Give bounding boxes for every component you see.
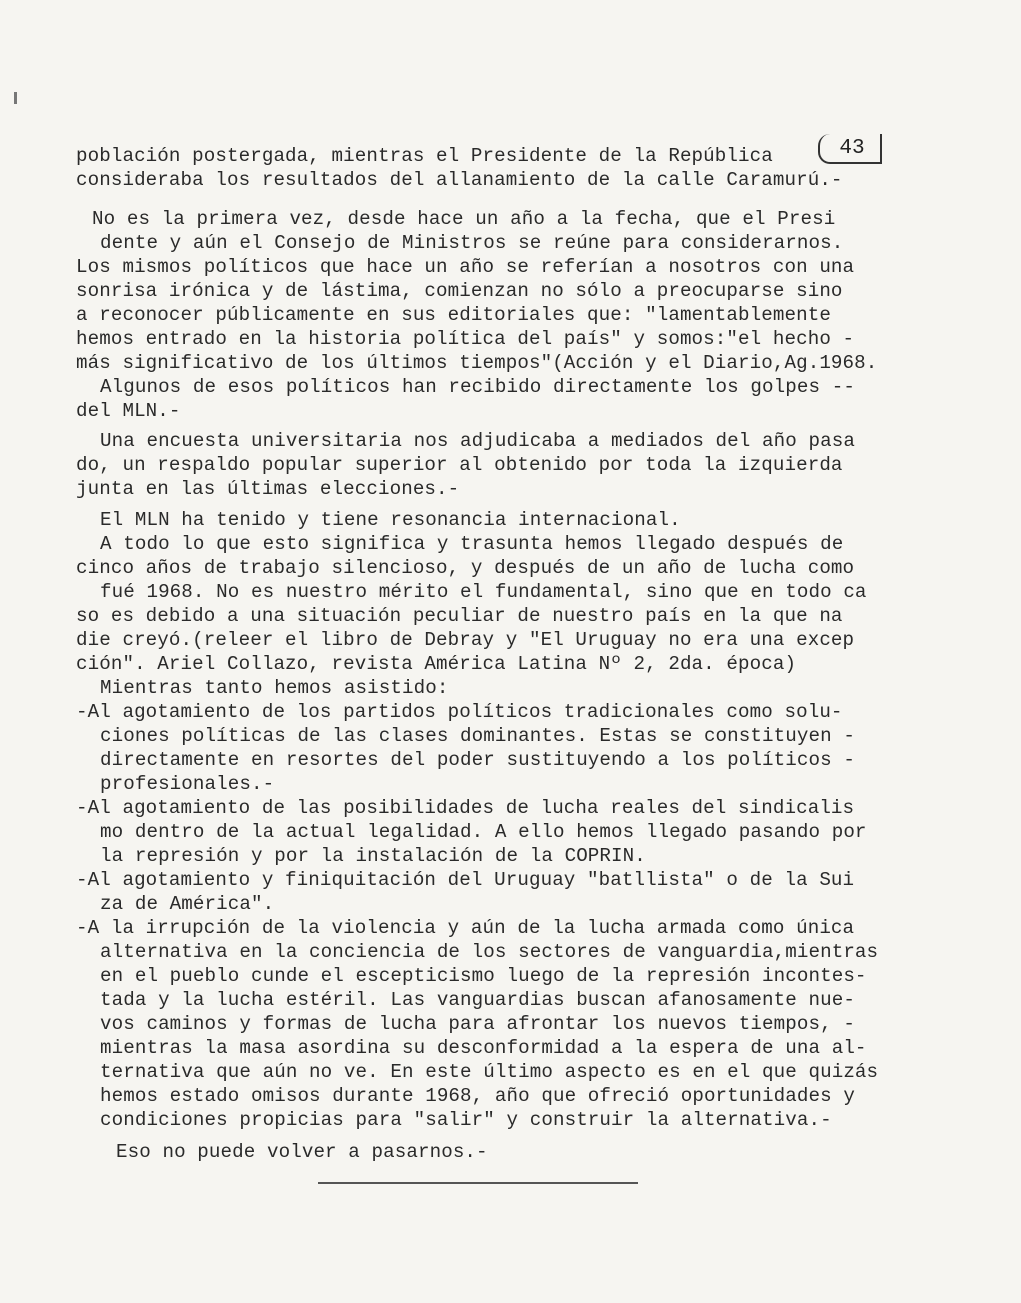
- text-line: condiciones propicias para "salir" y construir la alternativa.-: [100, 1109, 832, 1131]
- text-line: ciones políticas de las clases dominantes. Estas se constituyen -: [100, 725, 855, 747]
- text-line: población postergada, mientras el Presidente de la República: [76, 145, 773, 167]
- text-line: -A la irrupción de la violencia y aún de la lucha armada como única: [76, 917, 855, 939]
- text-line: A todo lo que esto significa y trasunta hemos llegado después de: [100, 533, 844, 555]
- text-line: so es debido a una situación peculiar de nuestro país en la que na: [76, 605, 843, 627]
- text-line: hemos estado omisos durante 1968, año que ofreció oportunidades y: [100, 1085, 855, 1107]
- divider-line: [318, 1182, 638, 1184]
- text-line: la represión y por la instalación de la COPRIN.: [100, 845, 646, 867]
- text-line: ción". Ariel Collazo, revista América Latina Nº 2, 2da. época): [76, 653, 797, 675]
- text-line: a reconocer públicamente en sus editoriales que: "lamentablemente: [76, 304, 831, 326]
- text-line: vos caminos y formas de lucha para afrontar los nuevos tiempos, -: [100, 1013, 855, 1035]
- text-line: junta en las últimas elecciones.-: [76, 478, 460, 500]
- text-line: consideraba los resultados del allanamiento de la calle Caramurú.-: [76, 169, 843, 191]
- text-line: del MLN.-: [76, 400, 181, 422]
- text-line: No es la primera vez, desde hace un año a la fecha, que el Presi: [92, 208, 836, 230]
- text-line: Mientras tanto hemos asistido:: [100, 677, 449, 699]
- text-line: Una encuesta universitaria nos adjudicaba a mediados del año pasa: [100, 430, 855, 452]
- text-line: mientras la masa asordina su desconformidad a la espera de una al-: [100, 1037, 867, 1059]
- text-line: hemos entrado en la historia política del país" y somos:"el hecho -: [76, 328, 855, 350]
- text-line: -Al agotamiento de las posibilidades de lucha reales del sindicalis: [76, 797, 855, 819]
- text-line: alternativa en la conciencia de los sectores de vanguardia,mientras: [100, 941, 879, 963]
- text-line: Los mismos políticos que hace un año se referían a nosotros con una: [76, 256, 855, 278]
- text-line: die creyó.(releer el libro de Debray y "El Uruguay no era una excep: [76, 629, 855, 651]
- text-line: fué 1968. No es nuestro mérito el fundamental, sino que en todo ca: [100, 581, 867, 603]
- text-line: tada y la lucha estéril. Las vanguardias buscan afanosamente nue-: [100, 989, 855, 1011]
- page-number: 43: [818, 134, 882, 164]
- margin-mark: [14, 92, 17, 104]
- text-line: dente y aún el Consejo de Ministros se reúne para considerarnos.: [100, 232, 844, 254]
- text-line: do, un respaldo popular superior al obtenido por toda la izquierda: [76, 454, 843, 476]
- text-line: sonrisa irónica y de lástima, comienzan no sólo a preocuparse sino: [76, 280, 843, 302]
- text-line: en el pueblo cunde el escepticismo luego de la represión incontes-: [100, 965, 867, 987]
- text-line: ternativa que aún no ve. En este último aspecto es en el que quizás: [100, 1061, 879, 1083]
- text-line: más significativo de los últimos tiempos"(Acción y el Diario,Ag.1968.: [76, 352, 878, 374]
- text-line: za de América".: [100, 893, 275, 915]
- text-line: mo dentro de la actual legalidad. A ello hemos llegado pasando por: [100, 821, 867, 843]
- text-line: El MLN ha tenido y tiene resonancia internacional.: [100, 509, 681, 531]
- text-line: profesionales.-: [100, 773, 275, 795]
- text-line: directamente en resortes del poder sustituyendo a los políticos -: [100, 749, 855, 771]
- text-line: -Al agotamiento de los partidos políticos tradicionales como solu-: [76, 701, 843, 723]
- text-line: cinco años de trabajo silencioso, y después de un año de lucha como: [76, 557, 855, 579]
- text-line: Algunos de esos políticos han recibido directamente los golpes --: [100, 376, 855, 398]
- text-line: -Al agotamiento y finiquitación del Uruguay "batllista" o de la Sui: [76, 869, 855, 891]
- text-line: Eso no puede volver a pasarnos.-: [116, 1141, 488, 1163]
